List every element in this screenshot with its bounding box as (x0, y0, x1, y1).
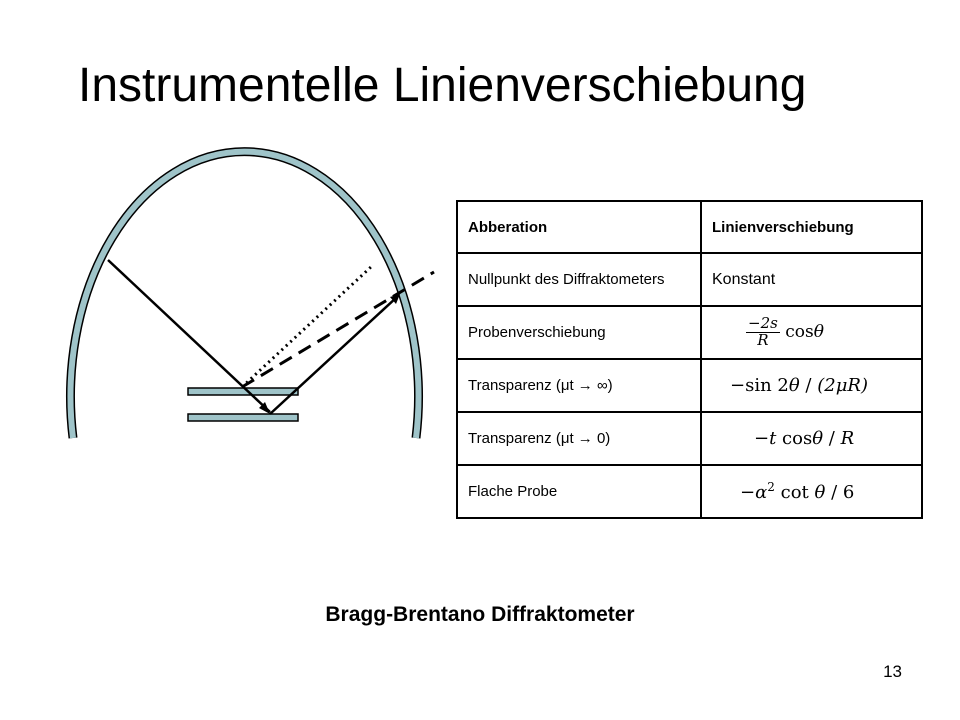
table-row (457, 306, 922, 359)
table-row (457, 465, 922, 518)
formula-probenverschiebung: $\frac{-2s}{R}$ cosθ (701, 306, 922, 359)
slide-title: Instrumentelle Linienverschiebung (78, 59, 807, 112)
formula-flache-probe: $-\alpha^2$ cot θ / 6 (701, 465, 922, 518)
row-value: Konstant (701, 253, 922, 306)
caption-text: Bragg-Brentano Diffraktometer (325, 603, 635, 626)
header-linienverschiebung: Linienverschiebung (701, 201, 922, 253)
dotted-beam (242, 266, 372, 387)
row-label: Transparenz (μt → 0) (457, 412, 701, 465)
row-label: Nullpunkt des Diffraktometers (457, 253, 701, 306)
sample-plate-lower (188, 414, 298, 421)
formula-transparenz-zero: −t cosθ / R (701, 412, 922, 465)
row-label: Transparenz (μt → ∞) (457, 359, 701, 412)
aberration-table (456, 200, 923, 519)
row-label: Probenverschiebung (457, 306, 701, 359)
table-header-row (457, 201, 922, 253)
diagram-caption (0, 603, 960, 627)
formula-transparenz-inf: −sin 2θ / (2μR) (701, 359, 922, 412)
reflected-beam (270, 297, 397, 414)
table-row (457, 359, 922, 412)
header-abberation: Abberation (457, 201, 701, 253)
table-row (457, 253, 922, 306)
sample-plate-upper (188, 388, 298, 395)
page-number: 13 (883, 662, 902, 681)
table-row (457, 412, 922, 465)
row-label: Flache Probe (457, 465, 701, 518)
